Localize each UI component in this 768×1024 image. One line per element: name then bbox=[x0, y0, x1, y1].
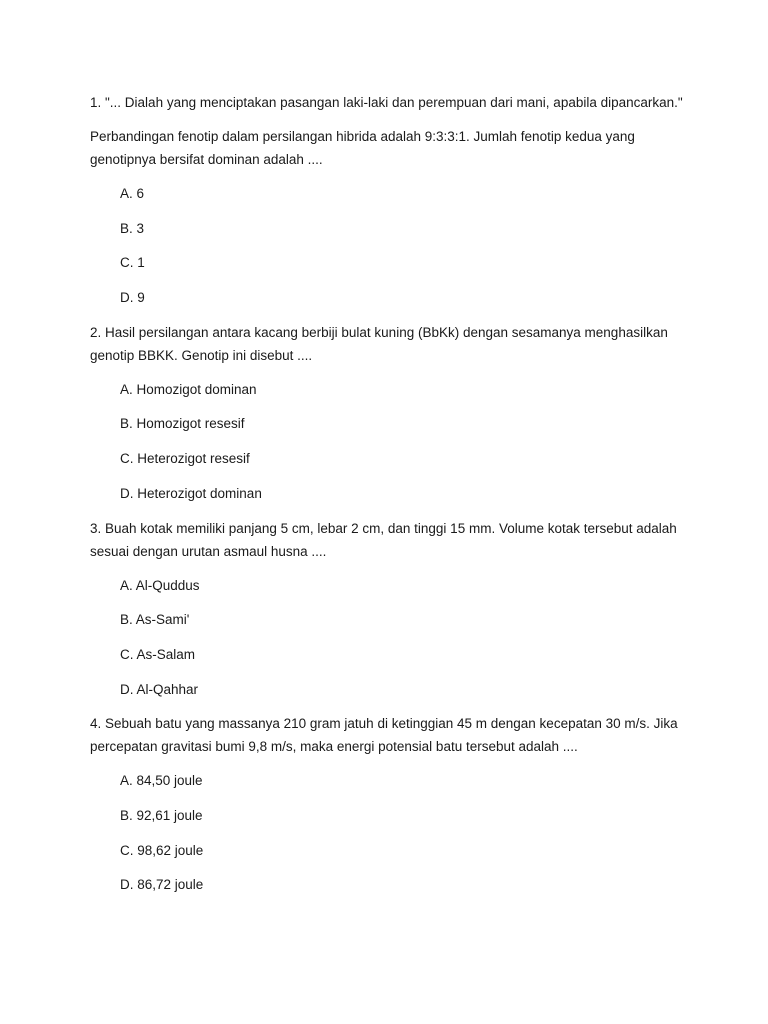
question-2-stem: 2. Hasil persilangan antara kacang berbiji bulat kuning (BbKk) dengan sesamanya menghasilkan genotip BBKK. Genotip ini disebut .... bbox=[90, 324, 668, 363]
question-4-options bbox=[120, 769, 688, 896]
question-4-option-c: C. 98,62 joule bbox=[120, 842, 204, 858]
question-4-option-a: A. 84,50 joule bbox=[120, 773, 203, 789]
question-1-option-a: A. 6 bbox=[120, 186, 145, 201]
question-4-option-d: D. 86,72 joule bbox=[120, 877, 204, 893]
question-1-option-d: D. 9 bbox=[120, 290, 145, 306]
question-2-options bbox=[120, 378, 688, 505]
question-2-option-d: D. Heterozigot dominan bbox=[120, 485, 262, 501]
question-3-option-b: B. As-Sami' bbox=[120, 612, 190, 628]
question-1-intro: 1. "... Dialah yang menciptakan pasangan laki-laki dan perempuan dari mani, apabila dipancarkan." bbox=[90, 95, 683, 110]
question-3-options bbox=[120, 574, 688, 701]
question-3-stem: 3. Buah kotak memiliki panjang 5 cm, lebar 2 cm, dan tinggi 15 mm. Volume kotak tersebut adalah sesuai dengan urutan asmaul husna .... bbox=[90, 520, 677, 559]
question-1-option-c: C. 1 bbox=[120, 255, 145, 271]
question-1-stem: Perbandingan fenotip dalam persilangan hibrida adalah 9:3:3:1. Jumlah fenotip kedua yang genotipnya bersifat dominan adalah .... bbox=[90, 129, 635, 167]
question-4-stem: 4. Sebuah batu yang massanya 210 gram jatuh di ketinggian 45 m dengan kecepatan 30 m/s. Jika percepatan gravitasi bumi 9,8 m/s, maka energi potensial batu tersebut adalah .... bbox=[90, 716, 678, 755]
question-3-option-d: D. Al-Qahhar bbox=[120, 681, 199, 697]
question-2-option-a: A. Homozigot dominan bbox=[120, 381, 257, 397]
question-1-options bbox=[120, 182, 688, 309]
question-4-option-b: B. 92,61 joule bbox=[120, 807, 203, 823]
question-3-option-c: C. As-Salam bbox=[120, 646, 196, 662]
question-1-option-b: B. 3 bbox=[120, 220, 145, 236]
question-2-option-b: B. Homozigot resesif bbox=[120, 416, 245, 432]
question-2-option-c: C. Heterozigot resesif bbox=[120, 451, 250, 467]
question-3-option-a: A. Al-Quddus bbox=[120, 577, 200, 593]
